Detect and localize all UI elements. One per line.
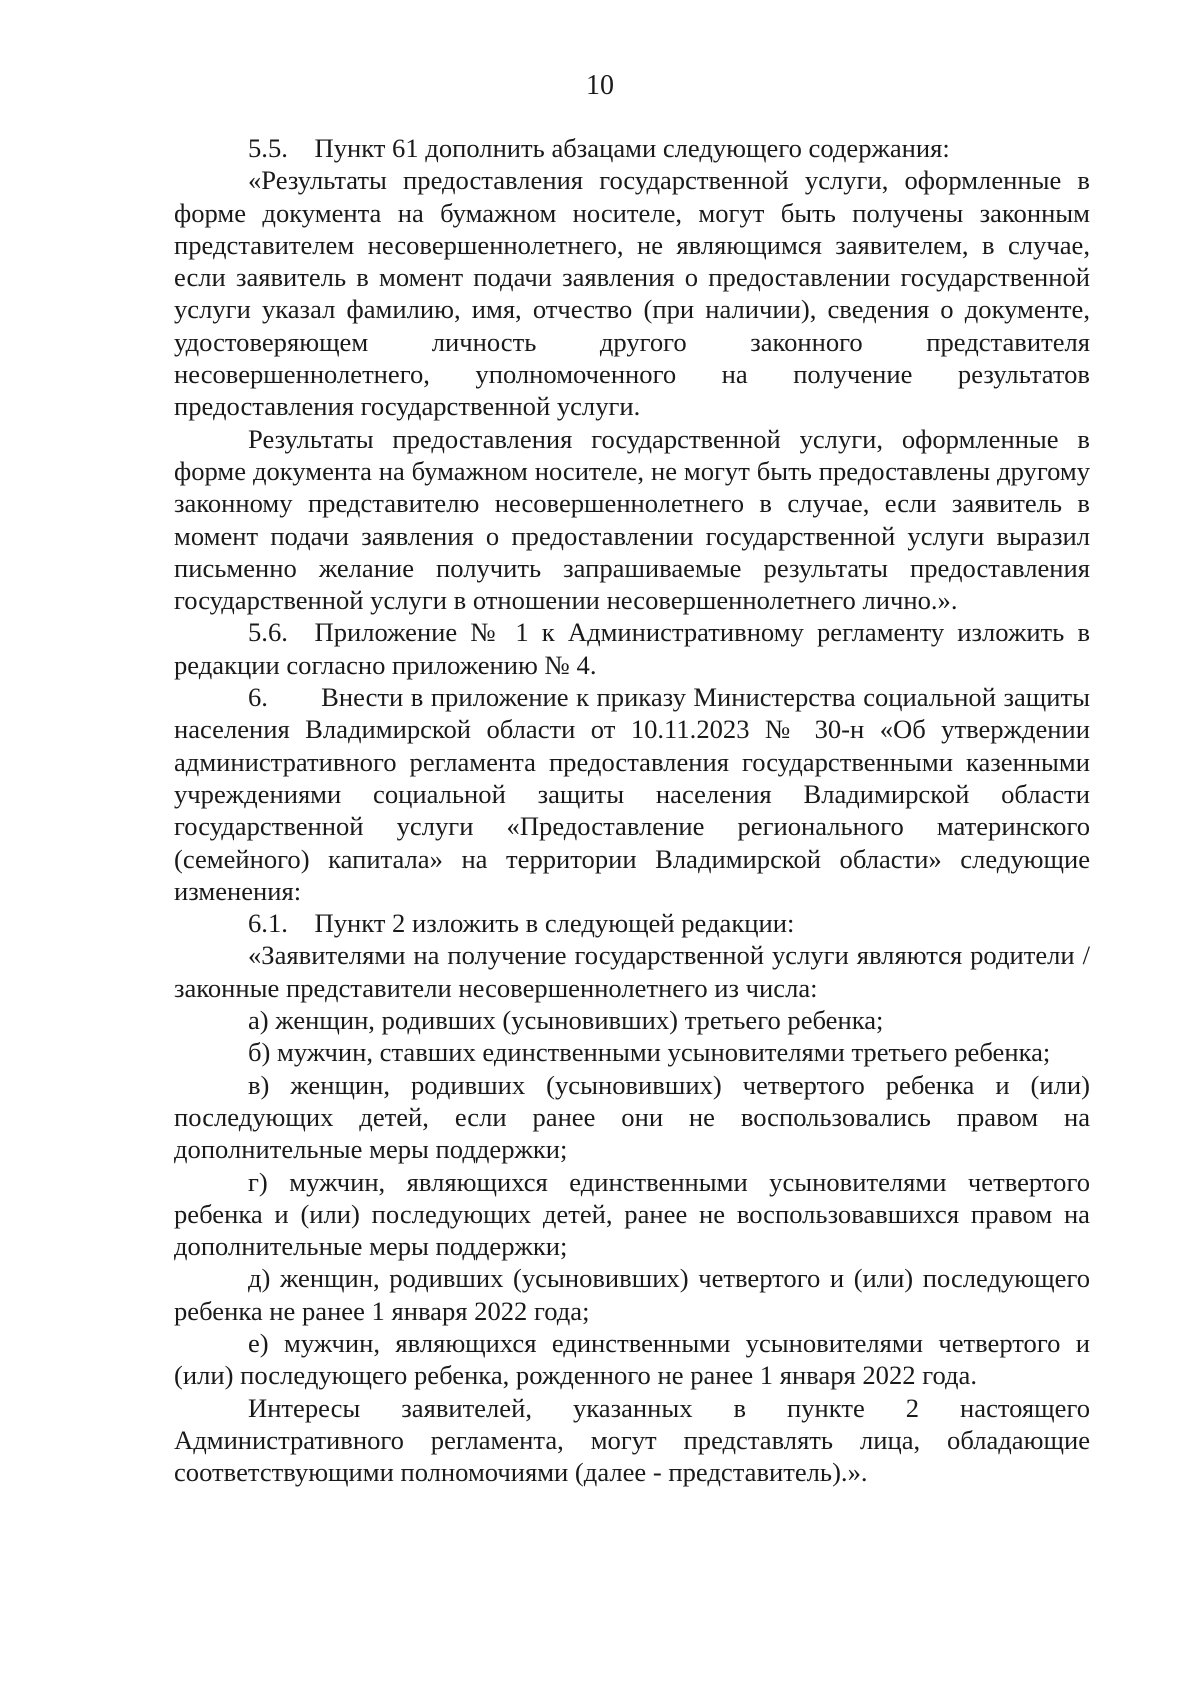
paragraph-representatives: Интересы заявителей, указанных в пункте 2 настоящего Административного регламента, могут представлять лица, обладающие соответствующими полномочиями (далее - представитель).».	[174, 1392, 1090, 1488]
paragraph-6: 6. Внести в приложение к приказу Министерства социальной защиты населения Владимирской области от 10.11.2023 № 30-н «Об утверждении административного регламента предоставления государственными казенными учреждениями социальной защиты населения Владимирской области государственной услуги «Предоставление регионального материнского (семейного) капитала» на территории Владимирской области» следующие изменения:	[174, 682, 1090, 906]
paragraph-5-6: 5.6. Приложение № 1 к Административному регламенту изложить в редакции согласно приложению № 4.	[174, 617, 1090, 680]
document-body	[174, 132, 1090, 1488]
list-item-e: е) мужчин, являющихся единственными усыновителями четвертого и (или) последующего ребенка, рожденного не ранее 1 января 2022 года.	[174, 1327, 1090, 1391]
paragraph-5-5: 5.5. Пункт 61 дополнить абзацами следующего содержания:	[248, 133, 950, 163]
list-item-g: г) мужчин, являющихся единственными усыновителями четвертого ребенка и (или) последующих детей, ранее не воспользовавшихся правом на дополнительные меры поддержки;	[174, 1166, 1090, 1262]
list-item-v: в) женщин, родивших (усыновивших) четвертого ребенка и (или) последующих детей, если ранее они не воспользовались правом на дополнительные меры поддержки;	[174, 1069, 1090, 1165]
list-item-d: д) женщин, родивших (усыновивших) четвертого и (или) последующего ребенка не ранее 1 января 2022 года;	[174, 1263, 1090, 1326]
list-item-a: а) женщин, родивших (усыновивших) третьего ребенка;	[248, 1005, 884, 1036]
page-number: 10	[586, 70, 614, 101]
paragraph-results-restriction: Результаты предоставления государственной услуги, оформленные в форме документа на бумажном носителе, не могут быть предоставлены другому законному представителю несовершеннолетнего в случае, если заявитель в момент подачи заявления о предоставлении государственной услуги выразил письменно желание получить запрашиваемые результаты предоставления государственной услуги в отношении несовершеннолетнего лично.».	[174, 423, 1090, 616]
paragraph-6-1: 6.1. Пункт 2 изложить в следующей редакции:	[248, 908, 795, 939]
paragraph-results-receipt: «Результаты предоставления государственной услуги, оформленные в форме документа на бумажном носителе, могут быть получены законным представителем несовершеннолетнего, не являющимся заявителем, в случае, если заявитель в момент подачи заявления о предоставлении государственной услуги указал фамилию, имя, отчество (при наличии), сведения о документе, удостоверяющем личность другого законного представителя несовершеннолетнего, уполномоченного на получение результатов предоставления государственной услуги.	[174, 165, 1090, 422]
paragraph-applicants: «Заявителями на получение государственной услуги являются родители / законные представители несовершеннолетнего из числа:	[174, 940, 1090, 1003]
list-item-b: б) мужчин, ставших единственными усыновителями третьего ребенка;	[248, 1037, 1051, 1068]
